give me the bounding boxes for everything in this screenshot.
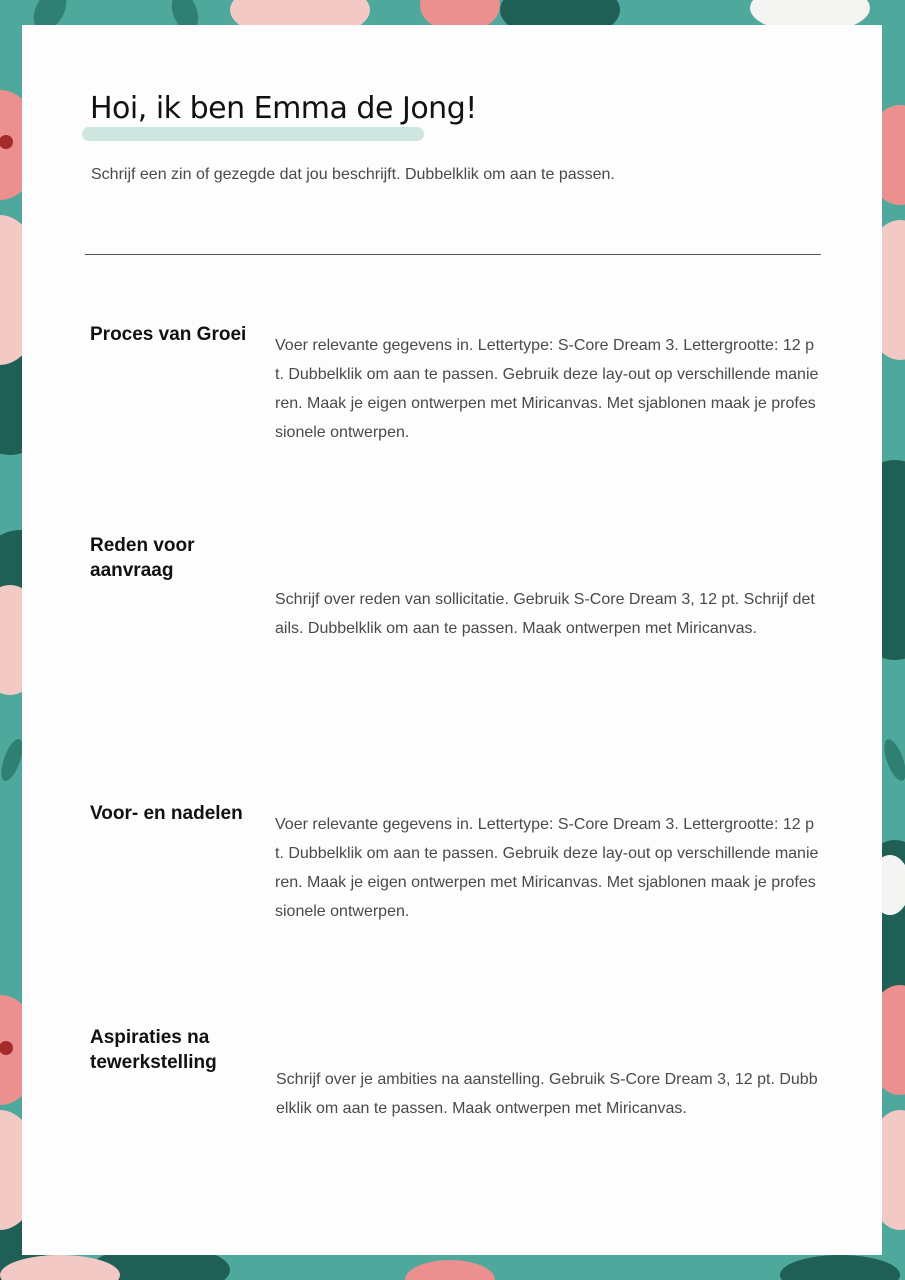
- section-title-reason: Reden voor aanvraag: [90, 535, 195, 581]
- section-body-growth: Voer relevante gegevens in. Lettertype: S-Core Dream 3. Lettergrootte: 12 pt. Dubbelklik om aan te passen. Gebruik deze lay-out op verschillende manieren. Maak je eigen ontwerpen met Miricanvas. Met sjablonen maak je professionele ontwerpen.: [275, 337, 819, 441]
- divider: [85, 254, 821, 255]
- section-title-pros-cons: Voor- en nadelen: [90, 803, 243, 824]
- section-title-aspirations: Aspiraties na tewerkstelling: [90, 1027, 217, 1073]
- section-body-pros-cons: Voer relevante gegevens in. Lettertype: S-Core Dream 3. Lettergrootte: 12 pt. Dubbelklik om aan te passen. Gebruik deze lay-out op verschillende manieren. Maak je eigen ontwerpen met Miricanvas. Met sjablonen maak je professionele ontwerpen.: [275, 816, 819, 920]
- title-block: [90, 91, 477, 126]
- section-body-aspirations: Schrijf over je ambities na aanstelling. Gebruik S-Core Dream 3, 12 pt. Dubbelklik om aan te passen. Maak ontwerpen met Miricanvas.: [276, 1071, 818, 1117]
- section-body-reason: Schrijf over reden van sollicitatie. Gebruik S-Core Dream 3, 12 pt. Schrijf details. Dubbelklik om aan te passen. Maak ontwerpen met Miricanvas.: [275, 591, 815, 637]
- resume-page: [22, 25, 882, 1255]
- section-title-growth: Proces van Groei: [90, 324, 247, 345]
- page-title: Hoi, ik ben Emma de Jong!: [90, 91, 477, 126]
- tagline: Schrijf een zin of gezegde dat jou beschrijft. Dubbelklik om aan te passen.: [91, 166, 615, 183]
- title-highlight: [82, 127, 424, 141]
